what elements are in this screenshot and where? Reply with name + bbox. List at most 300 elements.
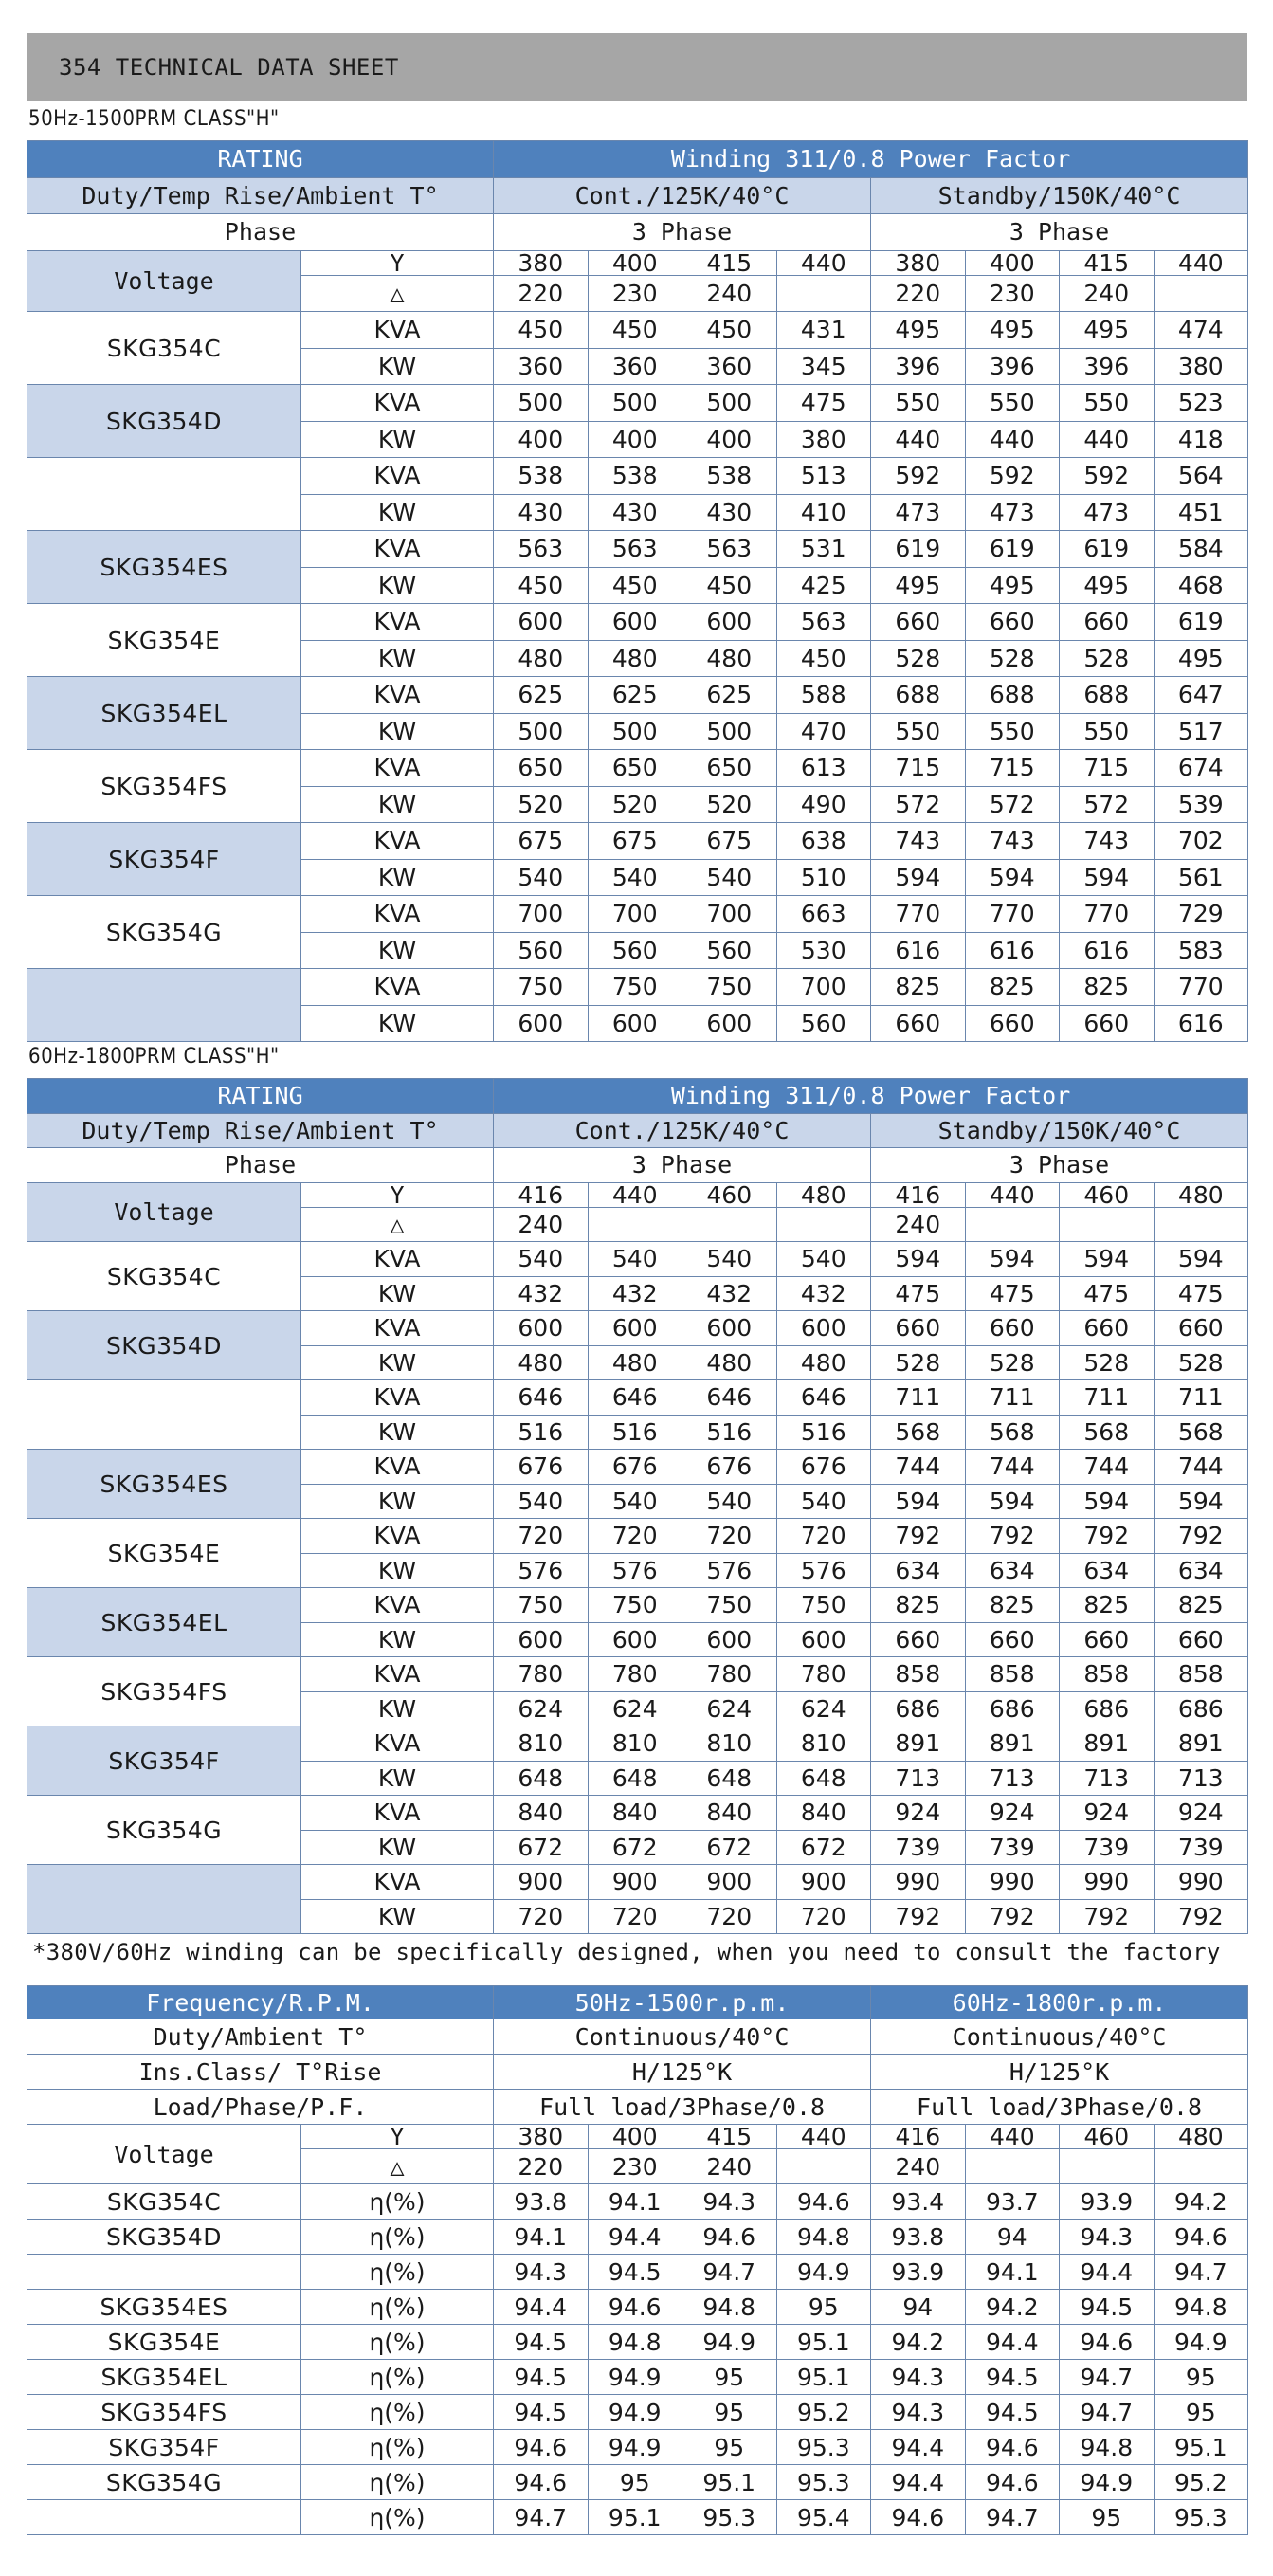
unit-label: KW (301, 1484, 494, 1519)
voltage-delta-value (682, 1207, 777, 1242)
rating-value: 500 (682, 385, 777, 422)
phase-cont: 3 Phase (494, 214, 871, 251)
rating-value: 516 (494, 1415, 589, 1450)
efficiency-value: 94.6 (1154, 2220, 1248, 2255)
voltage-label: Voltage (27, 250, 301, 312)
rating-value: 520 (682, 786, 777, 823)
rating-value: 600 (588, 1622, 682, 1657)
rating-value: 480 (682, 640, 777, 677)
rating-value: 396 (1060, 348, 1155, 385)
voltage-delta-value (588, 1207, 682, 1242)
phase-cont: 3 Phase (494, 1148, 871, 1183)
rating-value: 550 (965, 385, 1060, 422)
rating-value: 780 (776, 1657, 871, 1692)
rating-value: 792 (1154, 1899, 1248, 1934)
rating-value: 538 (494, 458, 589, 495)
efficiency-value: 94.6 (965, 2430, 1060, 2465)
efficiency-value: 94.8 (1060, 2430, 1155, 2465)
rating-value: 646 (494, 1380, 589, 1416)
rating-value: 660 (871, 1311, 966, 1346)
rating-value: 634 (1154, 1553, 1248, 1588)
efficiency-unit: η(%) (301, 2290, 494, 2325)
ins-class-60: H/125°K (871, 2055, 1248, 2090)
efficiency-value: 95.4 (776, 2500, 871, 2535)
rating-value: 592 (871, 458, 966, 495)
efficiency-value: 95.1 (1154, 2430, 1248, 2465)
phase-label: Phase (27, 214, 494, 251)
rating-value: 540 (682, 859, 777, 896)
ins-class-50: H/125°K (494, 2055, 871, 2090)
model-name: SKG354EL (27, 1588, 301, 1657)
rating-value: 720 (682, 1519, 777, 1554)
unit-label: KVA (301, 1726, 494, 1762)
rating-value: 540 (776, 1484, 871, 1519)
freq-60-header: 60Hz-1800r.p.m. (871, 1986, 1248, 2019)
rating-value: 528 (1060, 640, 1155, 677)
load-label: Load/Phase/P.F. (27, 2090, 494, 2125)
rating-value: 744 (871, 1450, 966, 1485)
rating-value: 480 (682, 1345, 777, 1380)
unit-label: KVA (301, 1865, 494, 1900)
efficiency-value: 94.6 (871, 2500, 966, 2535)
unit-label: KW (301, 421, 494, 458)
winding-header: Winding 311/0.8 Power Factor (494, 141, 1248, 178)
rating-value: 600 (776, 1311, 871, 1346)
efficiency-value: 94.4 (588, 2220, 682, 2255)
rating-value: 480 (588, 1345, 682, 1380)
table-row (27, 458, 1248, 495)
voltage-y-value: 415 (682, 250, 777, 275)
rating-value: 538 (682, 458, 777, 495)
rating-value: 360 (588, 348, 682, 385)
voltage-delta-label: △ (301, 1207, 494, 1242)
efficiency-value: 94.6 (588, 2290, 682, 2325)
rating-value: 563 (682, 531, 777, 568)
rating-value: 646 (682, 1380, 777, 1416)
rating-value: 686 (1060, 1691, 1155, 1726)
phase-standby: 3 Phase (871, 1148, 1248, 1183)
efficiency-value: 94.3 (871, 2395, 966, 2430)
rating-value: 440 (871, 421, 966, 458)
rating-value: 700 (682, 896, 777, 933)
rating-value: 475 (1060, 1276, 1155, 1311)
table-row (27, 604, 1248, 641)
model-name: SKG354E (27, 2325, 301, 2360)
rating-value: 990 (1154, 1865, 1248, 1900)
rating-value: 583 (1154, 932, 1248, 969)
rating-value: 750 (494, 969, 589, 1006)
efficiency-value: 94.9 (588, 2360, 682, 2395)
rating-value: 500 (588, 713, 682, 750)
rating-value: 660 (1154, 1311, 1248, 1346)
efficiency-value: 94.2 (871, 2325, 966, 2360)
model-name: SKG354C (27, 2184, 301, 2220)
efficiency-value: 94.2 (965, 2290, 1060, 2325)
table-row (27, 531, 1248, 568)
rating-value: 616 (1154, 1005, 1248, 1042)
table-row (27, 2220, 1248, 2255)
efficiency-value: 95.2 (776, 2395, 871, 2430)
voltage-delta-value: 230 (588, 2149, 682, 2184)
rating-value: 720 (682, 1899, 777, 1934)
efficiency-value: 94.1 (588, 2184, 682, 2220)
efficiency-unit: η(%) (301, 2360, 494, 2395)
rating-value: 743 (965, 823, 1060, 860)
efficiency-value: 94.5 (494, 2395, 589, 2430)
rating-value: 858 (1154, 1657, 1248, 1692)
rating-value: 750 (682, 1588, 777, 1623)
rating-value: 672 (682, 1830, 777, 1865)
rating-value: 600 (494, 604, 589, 641)
efficiency-value: 94.6 (965, 2465, 1060, 2500)
efficiency-value: 94.5 (494, 2360, 589, 2395)
duty-60: Continuous/40°C (871, 2019, 1248, 2055)
unit-label: KVA (301, 823, 494, 860)
voltage-delta-value: 240 (871, 2149, 966, 2184)
rating-value: 450 (588, 567, 682, 604)
rating-value: 891 (965, 1726, 1060, 1762)
voltage-label: Voltage (27, 1182, 301, 1242)
unit-label: KW (301, 859, 494, 896)
rating-value: 600 (776, 1622, 871, 1657)
rating-value: 517 (1154, 713, 1248, 750)
rating-value: 475 (871, 1276, 966, 1311)
table-row (27, 2325, 1248, 2360)
model-name: SKG354D (27, 385, 301, 458)
efficiency-value: 95 (682, 2430, 777, 2465)
efficiency-value: 94 (965, 2220, 1060, 2255)
rating-value: 720 (776, 1519, 871, 1554)
efficiency-unit: η(%) (301, 2395, 494, 2430)
efficiency-unit: η(%) (301, 2220, 494, 2255)
rating-value: 592 (1060, 458, 1155, 495)
efficiency-value: 94.5 (965, 2395, 1060, 2430)
efficiency-value: 94.6 (682, 2220, 777, 2255)
voltage-y-value: 440 (588, 1182, 682, 1207)
rating-value: 450 (682, 312, 777, 349)
model-name (27, 1865, 301, 1934)
efficiency-value: 93.4 (871, 2184, 966, 2220)
efficiency-value: 93.7 (965, 2184, 1060, 2220)
table-row (27, 1380, 1248, 1416)
unit-label: KW (301, 1553, 494, 1588)
efficiency-value: 95.2 (1154, 2465, 1248, 2500)
table-row (27, 2500, 1248, 2535)
rating-value: 624 (776, 1691, 871, 1726)
rating-value: 500 (588, 385, 682, 422)
model-name: SKG354ES (27, 2290, 301, 2325)
rating-value: 520 (494, 786, 589, 823)
rating-value: 616 (1060, 932, 1155, 969)
rating-value: 810 (682, 1726, 777, 1762)
unit-label: KVA (301, 1519, 494, 1554)
unit-label: KVA (301, 969, 494, 1006)
voltage-delta-value: 240 (871, 1207, 966, 1242)
voltage-y-value: 380 (494, 250, 589, 275)
rating-value: 648 (588, 1761, 682, 1796)
efficiency-value: 95.3 (776, 2430, 871, 2465)
rating-value: 780 (494, 1657, 589, 1692)
rating-value: 480 (494, 640, 589, 677)
efficiency-value: 94.6 (1060, 2325, 1155, 2360)
model-name: SKG354E (27, 1519, 301, 1588)
model-name (27, 2500, 301, 2535)
rating-value: 675 (682, 823, 777, 860)
unit-label: KW (301, 1276, 494, 1311)
rating-value: 660 (871, 604, 966, 641)
table-row (27, 2430, 1248, 2465)
voltage-y-label: Y (301, 250, 494, 275)
rating-value: 360 (682, 348, 777, 385)
rating-value: 495 (965, 567, 1060, 604)
rating-value: 780 (588, 1657, 682, 1692)
voltage-delta-value: 220 (494, 2149, 589, 2184)
unit-label: KW (301, 567, 494, 604)
rating-header: RATING (27, 141, 494, 178)
rating-value: 792 (965, 1519, 1060, 1554)
rating-value: 495 (871, 567, 966, 604)
rating-value: 616 (965, 932, 1060, 969)
rating-value: 480 (776, 1345, 871, 1380)
voltage-delta-label: △ (301, 2149, 494, 2184)
rating-value: 924 (871, 1796, 966, 1831)
rating-value: 646 (588, 1380, 682, 1416)
efficiency-value: 94.4 (1060, 2255, 1155, 2290)
rating-value: 720 (588, 1519, 682, 1554)
rating-value: 594 (1060, 859, 1155, 896)
model-name: SKG354C (27, 1242, 301, 1311)
rating-value: 750 (494, 1588, 589, 1623)
rating-value: 563 (588, 531, 682, 568)
rating-value: 490 (776, 786, 871, 823)
unit-label: KVA (301, 1657, 494, 1692)
table-row (27, 677, 1248, 714)
unit-label: KW (301, 932, 494, 969)
rating-value: 470 (776, 713, 871, 750)
rating-value: 540 (494, 1484, 589, 1519)
model-name: SKG354ES (27, 1450, 301, 1519)
rating-value: 480 (588, 640, 682, 677)
rating-value: 594 (1060, 1242, 1155, 1277)
model-name: SKG354EL (27, 677, 301, 750)
rating-value: 647 (1154, 677, 1248, 714)
rating-value: 720 (494, 1899, 589, 1934)
rating-value: 380 (1154, 348, 1248, 385)
rating-value: 625 (682, 677, 777, 714)
rating-value: 688 (1060, 677, 1155, 714)
efficiency-value: 94.3 (1060, 2220, 1155, 2255)
rating-value: 825 (871, 969, 966, 1006)
duty-label: Duty/Ambient T° (27, 2019, 494, 2055)
rating-value: 584 (1154, 531, 1248, 568)
voltage-delta-value: 240 (494, 1207, 589, 1242)
efficiency-value: 94.4 (494, 2290, 589, 2325)
rating-value: 600 (682, 604, 777, 641)
cont-header: Cont./125K/40°C (494, 1113, 871, 1148)
rating-value: 990 (965, 1865, 1060, 1900)
rating-value: 770 (1060, 896, 1155, 933)
rating-value: 720 (494, 1519, 589, 1554)
rating-value: 540 (588, 1242, 682, 1277)
rating-value: 688 (965, 677, 1060, 714)
rating-value: 540 (494, 859, 589, 896)
unit-label: KVA (301, 604, 494, 641)
rating-value: 711 (1154, 1380, 1248, 1416)
rating-value: 600 (494, 1005, 589, 1042)
efficiency-value: 94.7 (682, 2255, 777, 2290)
model-name: SKG354G (27, 2465, 301, 2500)
rating-value: 810 (776, 1726, 871, 1762)
rating-value: 924 (1060, 1796, 1155, 1831)
model-name: SKG354FS (27, 750, 301, 823)
voltage-delta-label: △ (301, 275, 494, 312)
efficiency-value: 94.7 (1154, 2255, 1248, 2290)
voltage-delta-value (776, 1207, 871, 1242)
model-name (27, 969, 301, 1042)
rating-table-60hz (27, 1078, 1248, 1934)
voltage-y-value: 440 (776, 2125, 871, 2149)
efficiency-value: 94.7 (494, 2500, 589, 2535)
voltage-y-value: 400 (965, 250, 1060, 275)
rating-value: 825 (871, 1588, 966, 1623)
rating-value: 550 (965, 713, 1060, 750)
rating-value: 396 (871, 348, 966, 385)
table-row (27, 385, 1248, 422)
voltage-y-value: 415 (682, 2125, 777, 2149)
unit-label: KVA (301, 1450, 494, 1485)
rating-value: 600 (588, 604, 682, 641)
rating-value: 594 (871, 859, 966, 896)
rating-value: 396 (965, 348, 1060, 385)
unit-label: KVA (301, 458, 494, 495)
voltage-delta-value (1154, 2149, 1248, 2184)
unit-label: KW (301, 640, 494, 677)
efficiency-value: 95 (776, 2290, 871, 2325)
rating-value: 648 (682, 1761, 777, 1796)
rating-value: 676 (776, 1450, 871, 1485)
voltage-delta-value (1154, 1207, 1248, 1242)
rating-value: 473 (871, 494, 966, 531)
rating-value: 528 (1154, 1345, 1248, 1380)
rating-value: 451 (1154, 494, 1248, 531)
rating-value: 750 (588, 969, 682, 1006)
efficiency-value: 93.9 (871, 2255, 966, 2290)
model-name: SKG354FS (27, 1657, 301, 1726)
unit-label: KVA (301, 312, 494, 349)
rating-value: 495 (1060, 567, 1155, 604)
rating-value: 500 (682, 713, 777, 750)
rating-value: 711 (871, 1380, 966, 1416)
unit-label: KW (301, 348, 494, 385)
voltage-delta-value (965, 2149, 1060, 2184)
rating-value: 475 (776, 385, 871, 422)
efficiency-value: 95.3 (682, 2500, 777, 2535)
rating-value: 516 (682, 1415, 777, 1450)
rating-value: 540 (682, 1484, 777, 1519)
efficiency-value: 95.1 (776, 2360, 871, 2395)
model-name: SKG354F (27, 823, 301, 896)
efficiency-value: 95.1 (682, 2465, 777, 2500)
rating-value: 713 (1154, 1761, 1248, 1796)
rating-value: 540 (588, 859, 682, 896)
voltage-y-value: 440 (965, 2125, 1060, 2149)
duty-50: Continuous/40°C (494, 2019, 871, 2055)
rating-value: 840 (494, 1796, 589, 1831)
rating-value: 594 (1154, 1484, 1248, 1519)
rating-value: 744 (1154, 1450, 1248, 1485)
voltage-delta-value: 230 (965, 275, 1060, 312)
rating-value: 660 (1060, 604, 1155, 641)
rating-value: 572 (871, 786, 966, 823)
rating-value: 568 (871, 1415, 966, 1450)
efficiency-unit: η(%) (301, 2325, 494, 2360)
rating-value: 840 (776, 1796, 871, 1831)
efficiency-value: 95 (1060, 2500, 1155, 2535)
rating-value: 770 (965, 896, 1060, 933)
rating-value: 474 (1154, 312, 1248, 349)
rating-value: 660 (1060, 1622, 1155, 1657)
rating-value: 563 (494, 531, 589, 568)
rating-value: 739 (965, 1830, 1060, 1865)
rating-value: 600 (494, 1311, 589, 1346)
efficiency-value: 94.9 (588, 2395, 682, 2430)
efficiency-value: 94.6 (776, 2184, 871, 2220)
voltage-y-value: 460 (1060, 2125, 1155, 2149)
unit-label: KVA (301, 385, 494, 422)
rating-value: 660 (1060, 1311, 1155, 1346)
efficiency-value: 93.8 (494, 2184, 589, 2220)
efficiency-value: 94.1 (494, 2220, 589, 2255)
rating-value: 750 (682, 969, 777, 1006)
rating-value: 660 (965, 1311, 1060, 1346)
rating-value: 674 (1154, 750, 1248, 787)
efficiency-unit: η(%) (301, 2500, 494, 2535)
rating-value: 744 (1060, 1450, 1155, 1485)
rating-value: 900 (494, 1865, 589, 1900)
efficiency-unit: η(%) (301, 2430, 494, 2465)
efficiency-value: 94.5 (588, 2255, 682, 2290)
rating-header: RATING (27, 1079, 494, 1114)
efficiency-value: 94.3 (871, 2360, 966, 2395)
rating-value: 400 (682, 421, 777, 458)
unit-label: KW (301, 1622, 494, 1657)
rating-value: 739 (1154, 1830, 1248, 1865)
rating-value: 600 (588, 1005, 682, 1042)
duty-label: Duty/Temp Rise/Ambient T° (27, 1113, 494, 1148)
efficiency-value: 94.5 (494, 2325, 589, 2360)
rating-value: 600 (682, 1005, 777, 1042)
winding-header: Winding 311/0.8 Power Factor (494, 1079, 1248, 1114)
rating-value: 473 (1060, 494, 1155, 531)
rating-value: 380 (776, 421, 871, 458)
rating-value: 825 (965, 969, 1060, 1006)
rating-value: 686 (965, 1691, 1060, 1726)
table-row (27, 1657, 1248, 1692)
rating-value: 739 (1060, 1830, 1155, 1865)
rating-value: 432 (588, 1276, 682, 1311)
table-row (27, 1519, 1248, 1554)
table-row (27, 2290, 1248, 2325)
rating-value: 825 (1154, 1588, 1248, 1623)
rating-value: 713 (871, 1761, 966, 1796)
rating-value: 660 (965, 1005, 1060, 1042)
rating-value: 495 (1060, 312, 1155, 349)
rating-value: 900 (776, 1865, 871, 1900)
table-row (27, 1242, 1248, 1277)
rating-value: 550 (1060, 713, 1155, 750)
efficiency-value: 94.8 (1154, 2290, 1248, 2325)
voltage-y-value: 480 (1154, 2125, 1248, 2149)
